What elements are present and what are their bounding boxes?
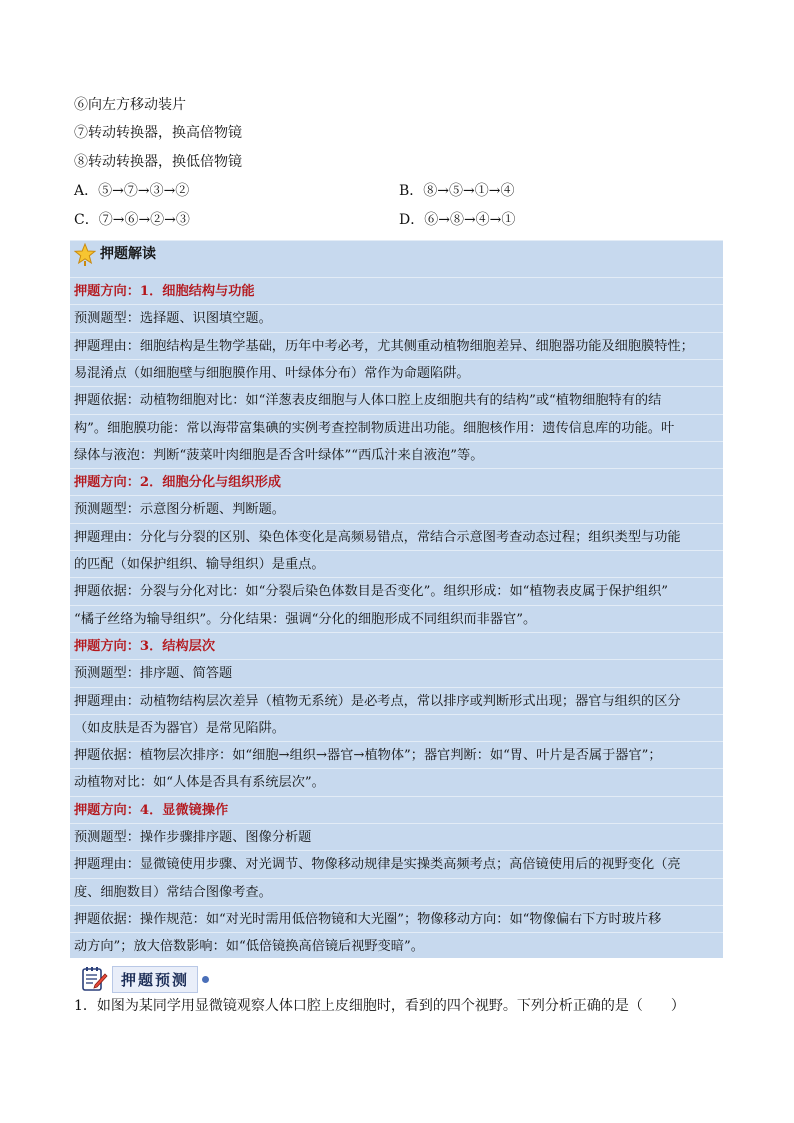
notepad-pencil-icon	[80, 965, 108, 993]
section-heading: 押题方向：2．细胞分化与组织形成	[70, 468, 723, 496]
section-line: 的匹配（如保护组织、输导组织）是重点。	[70, 550, 723, 578]
step-8: ⑧转动转换器，换低倍物镜	[74, 154, 242, 170]
section-line: 动方向”；放大倍数影响：如“低倍镜换高倍镜后视野变暗”。	[70, 932, 723, 960]
section-line: 预测题型：选择题、识图填空题。	[70, 304, 723, 332]
section-line: 押题理由：显微镜使用步骤、对光调节、物像移动规律是实操类高频考点；高倍镜使用后的视野变化（亮	[70, 850, 723, 878]
section-line: 押题依据：操作规范：如“对光时需用低倍物镜和大光圈”；物像移动方向：如“物像偏右下方时玻片移	[70, 905, 723, 933]
section-heading: 押题方向：3．结构层次	[70, 632, 723, 660]
section-heading: 押题方向：1．细胞结构与功能	[70, 277, 723, 305]
section-line: 押题理由：动植物结构层次差异（植物无系统）是必考点，常以排序或判断形式出现；器官与组织的区分	[70, 687, 723, 715]
banner-dot	[202, 976, 209, 983]
star-icon	[74, 243, 96, 267]
section-line: 动植物对比：如“人体是否具有系统层次”。	[70, 768, 723, 796]
section-line: 易混淆点（如细胞壁与细胞膜作用、叶绿体分布）常作为命题陷阱。	[70, 359, 723, 387]
step-6: ⑥向左方移动装片	[74, 97, 186, 113]
section-line: 押题依据：分裂与分化对比：如“分裂后染色体数目是否变化”。组织形成：如“植物表皮属于保护组织”	[70, 577, 723, 605]
interpretation-box	[70, 240, 723, 958]
step-7: ⑦转动转换器，换高倍物镜	[74, 125, 242, 141]
section-line: 度、细胞数目）常结合图像考查。	[70, 878, 723, 906]
section-line: 预测题型：排序题、简答题	[70, 659, 723, 687]
section-heading: 押题方向：4．显微镜操作	[70, 796, 723, 824]
option-c[interactable]: C．⑦→⑥→②→③	[74, 212, 190, 228]
section-line: 预测题型：操作步骤排序题、图像分析题	[70, 823, 723, 851]
section-line: （如皮肤是否为器官）是常见陷阱。	[70, 714, 723, 742]
option-d[interactable]: D．⑥→⑧→④→①	[399, 212, 516, 228]
section-line: 押题理由：分化与分裂的区别、染色体变化是高频易错点，常结合示意图考查动态过程；组织类型与功能	[70, 523, 723, 551]
option-a[interactable]: A．⑤→⑦→③→②	[74, 183, 190, 199]
section-line: 押题理由：细胞结构是生物学基础，历年中考必考，尤其侧重动植物细胞差异、细胞器功能及细胞膜特性；	[70, 332, 723, 360]
interpretation-header	[70, 240, 723, 268]
section-line: 押题依据：植物层次排序：如“细胞→组织→器官→植物体”；器官判断：如“胃、叶片是否属于器官”；	[70, 741, 723, 769]
section-line: 押题依据：动植物细胞对比：如“洋葱表皮细胞与人体口腔上皮细胞共有的结构”或“植物细胞特有的结	[70, 386, 723, 414]
option-b[interactable]: B．⑧→⑤→①→④	[399, 183, 515, 199]
question-1: 1．如图为某同学用显微镜观察人体口腔上皮细胞时，看到的四个视野。下列分析正确的是（ ）	[74, 998, 685, 1014]
prediction-banner	[80, 964, 209, 994]
prediction-label: 押题预测	[112, 966, 198, 993]
interpretation-title: 押题解读	[100, 246, 156, 262]
section-line: 绿体与液泡：判断“菠菜叶肉细胞是否含叶绿体”“西瓜汁来自液泡”等。	[70, 441, 723, 469]
section-line: “橘子丝络为输导组织”。分化结果：强调“分化的细胞形成不同组织而非器官”。	[70, 605, 723, 633]
section-line: 预测题型：示意图分析题、判断题。	[70, 495, 723, 523]
section-line: 构”。细胞膜功能：常以海带富集碘的实例考查控制物质进出功能。细胞核作用：遗传信息库的功能。叶	[70, 414, 723, 442]
